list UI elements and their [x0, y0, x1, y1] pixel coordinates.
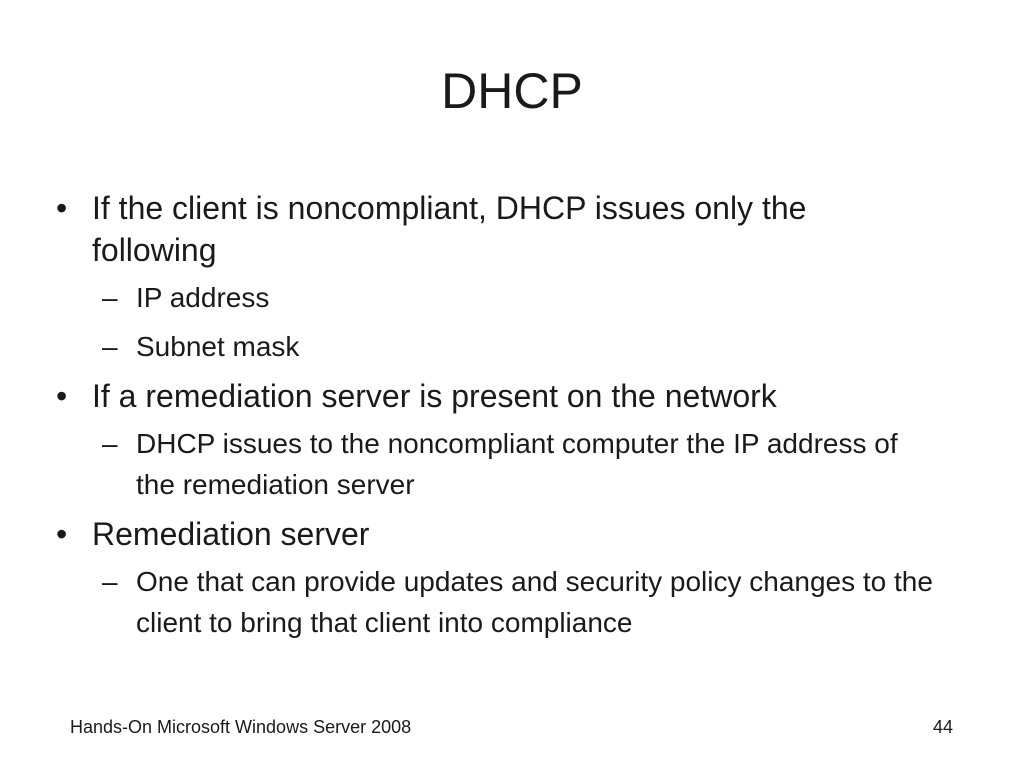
- bullet-item: [56, 187, 936, 271]
- bullet-marker: •: [56, 378, 68, 414]
- bullet-item: [56, 375, 936, 417]
- bullet-text: If a remediation server is present on the network: [92, 378, 777, 414]
- bullet-marker: •: [56, 516, 68, 552]
- bullet-marker: •: [56, 190, 68, 226]
- sub-bullet-text: Subnet mask: [136, 331, 300, 362]
- sub-bullet-marker: –: [102, 282, 118, 313]
- bullet-text: Remediation server: [92, 516, 370, 552]
- sub-bullet-marker: –: [102, 428, 118, 459]
- page-number: 44: [932, 717, 953, 737]
- sub-bullet-text: One that can provide updates and security policy changes to the client to bring that client into compliance: [136, 566, 933, 638]
- sub-bullet-text: DHCP issues to the noncompliant computer the IP address of the remediation server: [136, 428, 898, 500]
- sub-bullet-item: [102, 326, 936, 367]
- sub-bullet-item: [102, 561, 936, 643]
- sub-bullet-item: [102, 277, 936, 318]
- sub-bullet-marker: –: [102, 331, 118, 362]
- sub-bullet-text: IP address: [136, 282, 270, 313]
- bullet-text: If the client is noncompliant, DHCP issues only the following: [92, 190, 807, 268]
- sub-bullet-marker: –: [102, 566, 118, 597]
- slide-body: [56, 187, 936, 651]
- slide-footer: Hands-On Microsoft Windows Server 2008: [70, 717, 412, 737]
- sub-bullet-item: [102, 423, 936, 505]
- bullet-item: [56, 513, 936, 555]
- slide-title: DHCP: [441, 63, 583, 119]
